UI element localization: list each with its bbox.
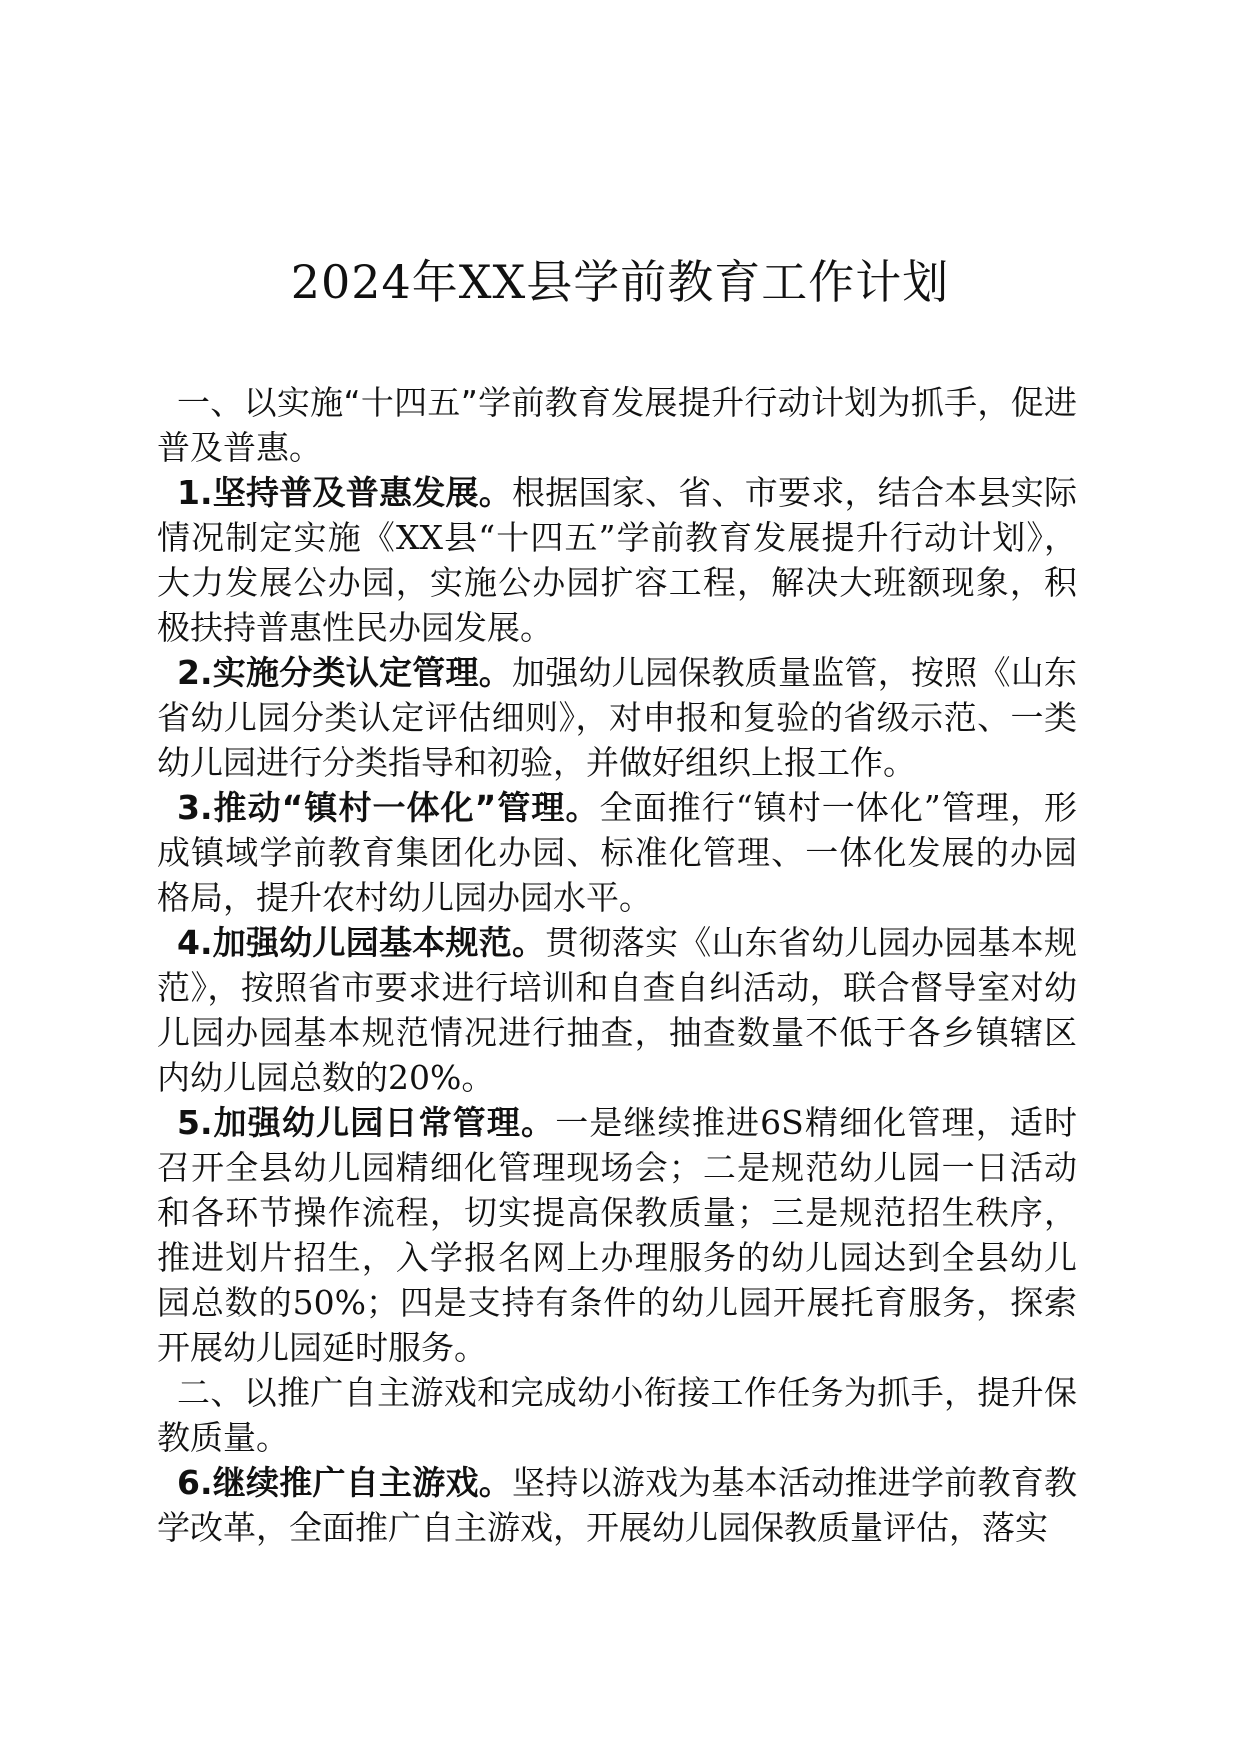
paragraph-lead-2: 2.实施分类认定管理。 (177, 653, 512, 692)
section-heading-2: 二、以推广自主游戏和完成幼小衔接工作任务为抓手，提升保教质量。 (157, 1373, 1077, 1457)
document-body (157, 380, 1077, 1550)
paragraph-4 (157, 920, 1077, 1100)
paragraph-text-5: 一是继续推进6S精细化管理，适时召开全县幼儿园精细化管理现场会；二是规范幼儿园一日活动和各环节操作流程，切实提高保教质量；三是规范招生秩序，推进划片招生，入学报名网上办理服务的幼儿园达到全县幼儿园总数的50%；四是支持有条件的幼儿园开展托育服务，探索开展幼儿园延时服务。 (157, 1103, 1077, 1367)
paragraph-lead-4: 4.加强幼儿园基本规范。 (177, 923, 546, 962)
paragraph-2 (157, 650, 1077, 785)
paragraph-lead-5: 5.加强幼儿园日常管理。 (177, 1103, 556, 1142)
paragraph-lead-6: 6.继续推广自主游戏。 (177, 1463, 512, 1502)
paragraph-1 (157, 470, 1077, 650)
paragraph-lead-3: 3.推动“镇村一体化”管理。 (177, 788, 600, 827)
paragraph-text-3: 全面推行“镇村一体化”管理，形成镇域学前教育集团化办园、标准化管理、一体化发展的办园格局，提升农村幼儿园办园水平。 (157, 788, 1078, 917)
paragraph-text-1: 根据国家、省、市要求，结合本县实际情况制定实施《XX县“十四五”学前教育发展提升行动计划》，大力发展公办园，实施公办园扩容工程，解决大班额现象，积极扶持普惠性民办园发展。 (157, 473, 1077, 647)
paragraph-lead-1: 1.坚持普及普惠发展。 (177, 473, 512, 512)
paragraph-text-6: 坚持以游戏为基本活动推进学前教育教学改革，全面推广自主游戏，开展幼儿园保教质量评估，落实 (157, 1463, 1077, 1547)
document-title: 2024年XX县学前教育工作计划 (290, 255, 950, 309)
paragraph-6 (157, 1460, 1077, 1550)
paragraph-text-4: 贯彻落实《山东省幼儿园办园基本规范》，按照省市要求进行培训和自查自纠活动，联合督导室对幼儿园办园基本规范情况进行抽查，抽查数量不低于各乡镇辖区内幼儿园总数的20%。 (157, 923, 1077, 1097)
section-heading-1: 一、以实施“十四五”学前教育发展提升行动计划为抓手，促进普及普惠。 (157, 383, 1077, 467)
paragraph-text-2: 加强幼儿园保教质量监管，按照《山东省幼儿园分类认定评估细则》，对申报和复验的省级示范、一类幼儿园进行分类指导和初验，并做好组织上报工作。 (157, 653, 1077, 782)
paragraph-3 (157, 785, 1077, 920)
paragraph-5 (157, 1100, 1077, 1370)
